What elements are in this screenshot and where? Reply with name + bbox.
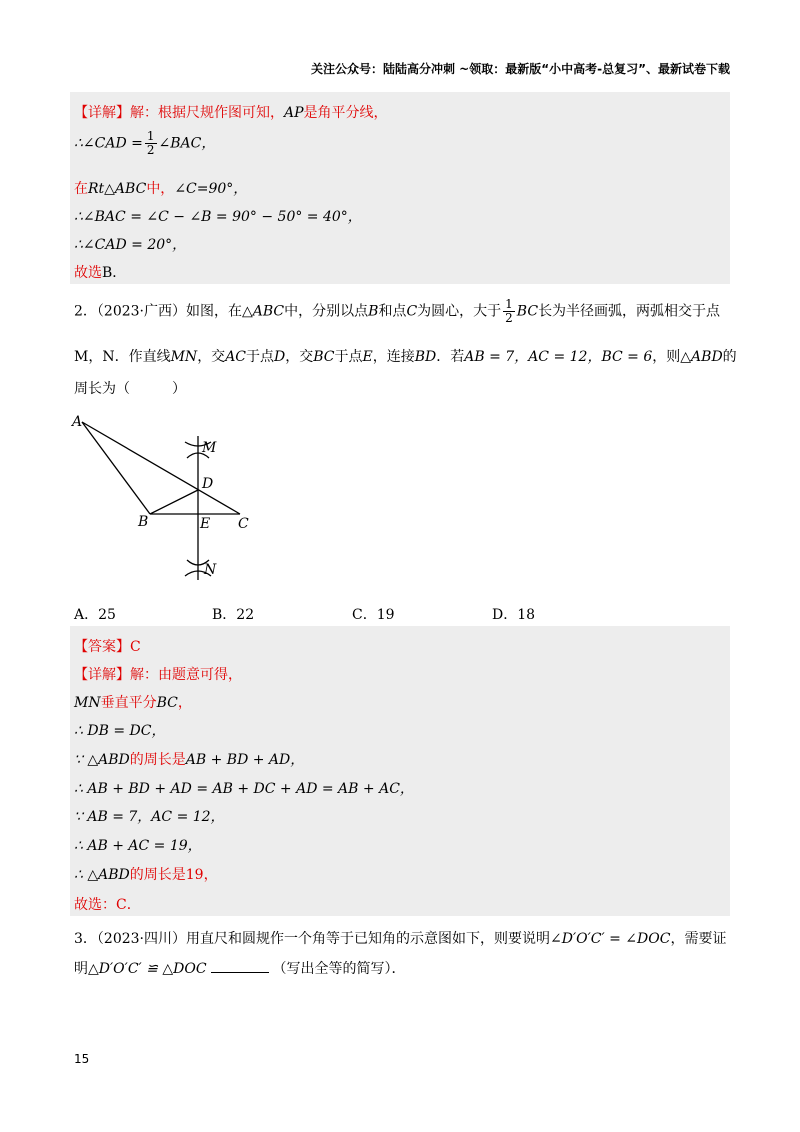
label-D: D	[202, 476, 214, 492]
detail2-line-3: ∴ DB = DC，	[74, 723, 166, 739]
detail2-line-7: ∴ AB + AC = 19，	[74, 838, 202, 854]
page-header: 关注公众号：陆陆高分冲刺 ~领取：最新版“小中高考-总复习”、最新试卷下载	[311, 62, 730, 76]
detail-line-5: ∴∠CAD = 20°，	[74, 237, 187, 253]
option-d: D．18	[492, 607, 536, 623]
label-C: C	[238, 516, 249, 532]
segment-AC	[82, 422, 240, 514]
detail-line-2: ∴∠CAD = $\frac{1}{2}$ ∠BAC，	[74, 129, 216, 157]
answer-tag: 【答案】	[74, 639, 130, 655]
label-A: A	[72, 414, 83, 430]
label-M: M	[202, 440, 217, 456]
question-3-line-1: 3．（2023·四川）用直尺和圆规作一个角等于已知角的示意图如下，则要说明∠D′O′C′ = ∠DOC，需要证	[74, 931, 727, 947]
fraction: $\frac{1}{2}$	[505, 297, 513, 325]
option-b: B．22	[212, 607, 255, 623]
question-3-line-2: 明△D′O′C′ ≌ △DOC （写出全等的简写）．	[74, 961, 406, 977]
question-2-line-1: 2．（2023·广西）如图，在△ABC中，分别以点B和点C为圆心，大于 $\frac{1}{2}$ BC长为半径画弧，两弧相交于点	[74, 297, 721, 325]
segment-BD	[150, 490, 198, 514]
option-a: A．25	[74, 607, 116, 623]
segment-AB	[82, 422, 150, 514]
question-2-line-3: 周长为（ ）	[74, 381, 186, 397]
detail-tag: 【详解】	[74, 667, 130, 683]
detail-line-6: 故选B．	[74, 265, 127, 281]
answer-blank[interactable]	[211, 960, 269, 973]
detail2-line-2: MN垂直平分BC，	[74, 695, 192, 711]
label-E: E	[200, 516, 211, 532]
detail2-line-1: 【详解】解：由题意可得，	[74, 667, 242, 683]
detail-line-1: 【详解】解：根据尺规作图可知，AP是角平分线，	[74, 105, 388, 121]
detail2-line-6: ∵ AB = 7，AC = 12，	[74, 809, 225, 825]
detail2-line-5: ∴ AB + BD + AD = AB + DC + AD = AB + AC，	[74, 781, 414, 797]
question-2-line-2: M，N．作直线MN，交AC于点D，交BC于点E，连接BD．若AB = 7，AC = 12，BC = 6，则△ABD的	[74, 349, 737, 365]
page-number: 15	[74, 1052, 90, 1066]
detail2-line-9: 故选：C．	[74, 897, 141, 913]
fraction: $\frac{1}{2}$	[146, 129, 155, 157]
label-B: B	[138, 514, 149, 530]
detail2-line-8: ∴ △ABD的周长是19，	[74, 867, 218, 883]
detail-line-3: 在Rt△ABC中，∠C=90°，	[74, 181, 248, 197]
detail2-line-4: ∵ △ABD的周长是AB + BD + AD，	[74, 752, 305, 768]
detail-tag: 【详解】	[74, 105, 130, 121]
geometry-figure	[68, 408, 268, 588]
label-N: N	[204, 562, 217, 578]
option-c: C．19	[352, 607, 395, 623]
detail-line-4: ∴∠BAC = ∠C − ∠B = 90° − 50° = 40°，	[74, 209, 362, 225]
answer-line: 【答案】C	[74, 639, 141, 655]
